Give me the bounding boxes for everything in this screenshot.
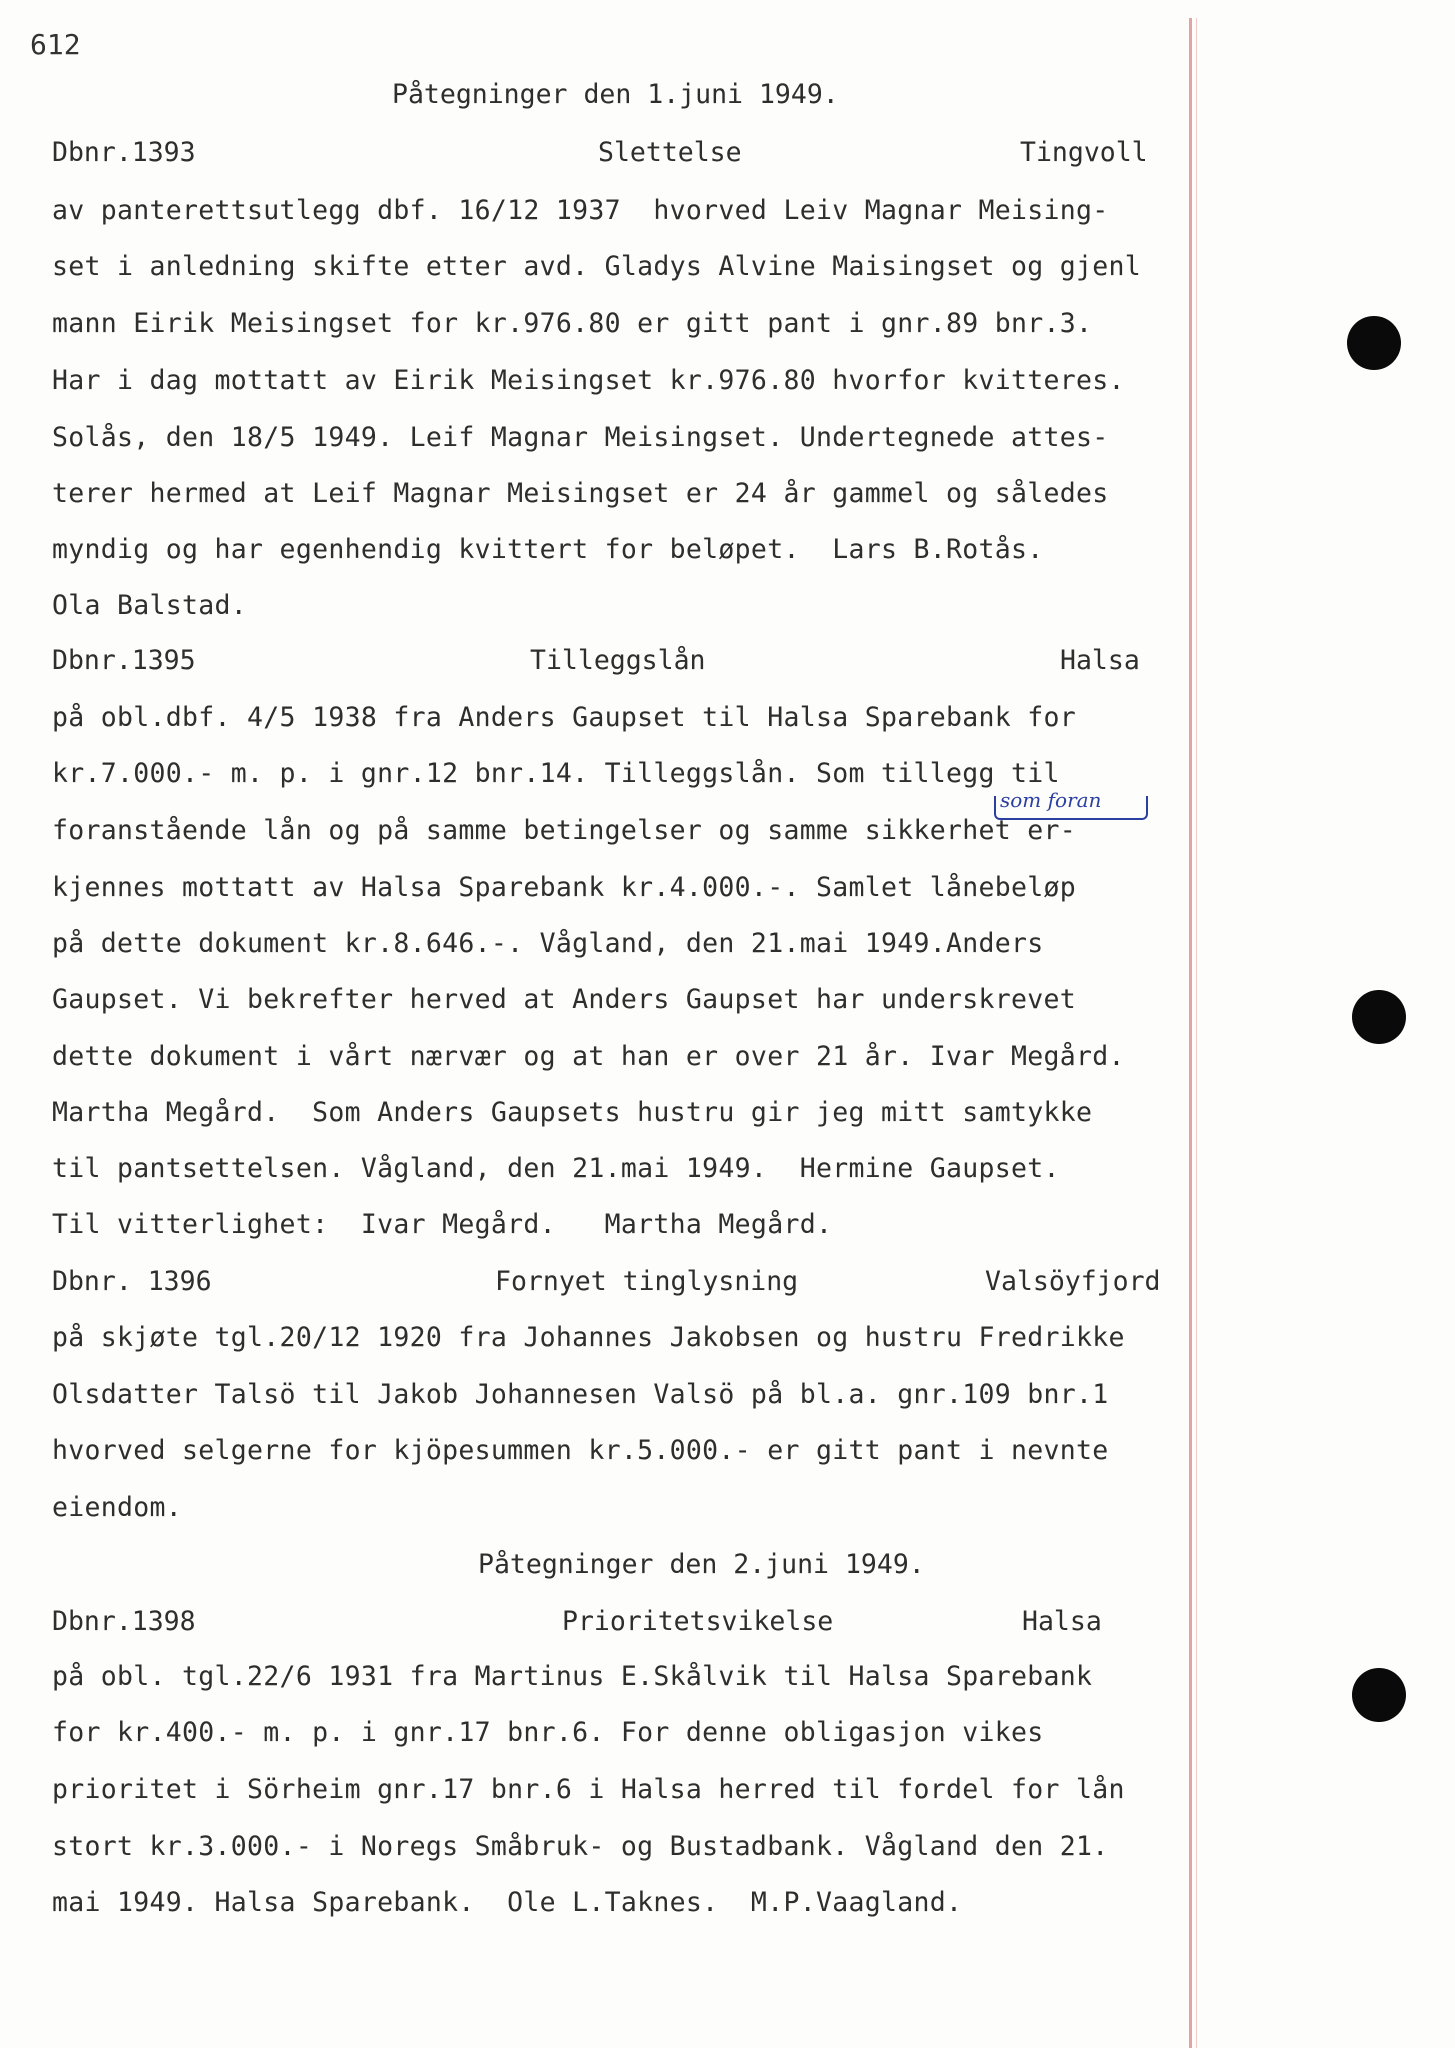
entry-text-line: på dette dokument kr.8.646.-. Vågland, den 21.mai 1949.Anders [52, 928, 1044, 959]
entry-text-line: dette dokument i vårt nærvær og at han er over 21 år. Ivar Megård. [52, 1041, 1125, 1072]
entry-text-line: Til vitterlighet: Ivar Megård. Martha Megård. [52, 1209, 833, 1240]
entry-title: Prioritetsvikelse [562, 1606, 834, 1637]
entry-text-line: set i anledning skifte etter avd. Gladys Alvine Maisingset og gjenl [52, 251, 1142, 282]
entry-text-line: Har i dag mottatt av Eirik Meisingset kr.976.80 hvorfor kvitteres. [52, 365, 1125, 396]
entry-place: Tingvoll [1020, 137, 1148, 168]
entry-text-line: kjennes mottatt av Halsa Sparebank kr.4.000.-. Samlet lånebeløp [52, 872, 1077, 903]
entry-title: Fornyet tinglysning [495, 1266, 799, 1297]
entry-number: Dbnr.1398 [52, 1606, 196, 1637]
handwritten-note: som foran [1000, 788, 1102, 812]
punch-hole [1347, 316, 1401, 370]
page-number: 612 [30, 28, 81, 61]
margin-rule [1189, 18, 1192, 2048]
entry-place: Valsöyfjord [985, 1266, 1161, 1297]
entry-text-line: Gaupset. Vi bekrefter herved at Anders Gaupset har underskrevet [52, 984, 1077, 1015]
entry-text-line: på skjøte tgl.20/12 1920 fra Johannes Jakobsen og hustru Fredrikke [52, 1322, 1125, 1353]
entry-text-line: Ola Balstad. [52, 590, 248, 621]
entry-text-line: stort kr.3.000.- i Noregs Småbruk- og Bustadbank. Vågland den 21. [52, 1831, 1109, 1862]
entry-text-line: for kr.400.- m. p. i gnr.17 bnr.6. For denne obligasjon vikes [52, 1717, 1044, 1748]
section-heading: Påtegninger den 1.juni 1949. [392, 79, 839, 110]
entry-text-line: hvorved selgerne for kjöpesummen kr.5.000.- er gitt pant i nevnte [52, 1435, 1109, 1466]
entry-text-line: mann Eirik Meisingset for kr.976.80 er gitt pant i gnr.89 bnr.3. [52, 308, 1093, 339]
entry-text-line: eiendom. [52, 1492, 183, 1523]
entry-text-line: Martha Megård. Som Anders Gaupsets hustru gir jeg mitt samtykke [52, 1097, 1093, 1128]
entry-text-line: på obl. tgl.22/6 1931 fra Martinus E.Skålvik til Halsa Sparebank [52, 1661, 1093, 1692]
entry-text-line: terer hermed at Leif Magnar Meisingset er 24 år gammel og således [52, 478, 1109, 509]
entry-text-line: kr.7.000.- m. p. i gnr.12 bnr.14. Tilleggslån. Som tillegg til [52, 758, 1060, 789]
entry-number: Dbnr.1393 [52, 137, 196, 168]
entry-text-line: myndig og har egenhendig kvittert for beløpet. Lars B.Rotås. [52, 534, 1044, 565]
entry-text-line: til pantsettelsen. Vågland, den 21.mai 1949. Hermine Gaupset. [52, 1153, 1060, 1184]
entry-text-line: mai 1949. Halsa Sparebank. Ole L.Taknes. M.P.Vaagland. [52, 1887, 963, 1918]
entry-place: Halsa [1060, 645, 1140, 676]
entry-text-line: av panterettsutlegg dbf. 16/12 1937 hvorved Leiv Magnar Meising- [52, 195, 1109, 226]
entry-number: Dbnr. 1396 [52, 1266, 212, 1297]
entry-text-line: Solås, den 18/5 1949. Leif Magnar Meisingset. Undertegnede attes- [52, 422, 1109, 453]
entry-title: Tilleggslån [530, 645, 706, 676]
entry-text-line: på obl.dbf. 4/5 1938 fra Anders Gaupset til Halsa Sparebank for [52, 702, 1077, 733]
entry-text-line: foranstående lån og på samme betingelser og samme sikkerhet er- [52, 815, 1077, 846]
entry-text-line: prioritet i Sörheim gnr.17 bnr.6 i Halsa herred til fordel for lån [52, 1774, 1125, 1805]
punch-hole [1352, 990, 1406, 1044]
section-heading: Påtegninger den 2.juni 1949. [478, 1549, 925, 1580]
margin-rule-secondary [1196, 18, 1197, 2048]
entry-title: Slettelse [598, 137, 742, 168]
entry-text-line: Olsdatter Talsö til Jakob Johannesen Valsö på bl.a. gnr.109 bnr.1 [52, 1379, 1109, 1410]
entry-place: Halsa [1022, 1606, 1102, 1637]
entry-number: Dbnr.1395 [52, 645, 196, 676]
punch-hole [1352, 1668, 1406, 1722]
